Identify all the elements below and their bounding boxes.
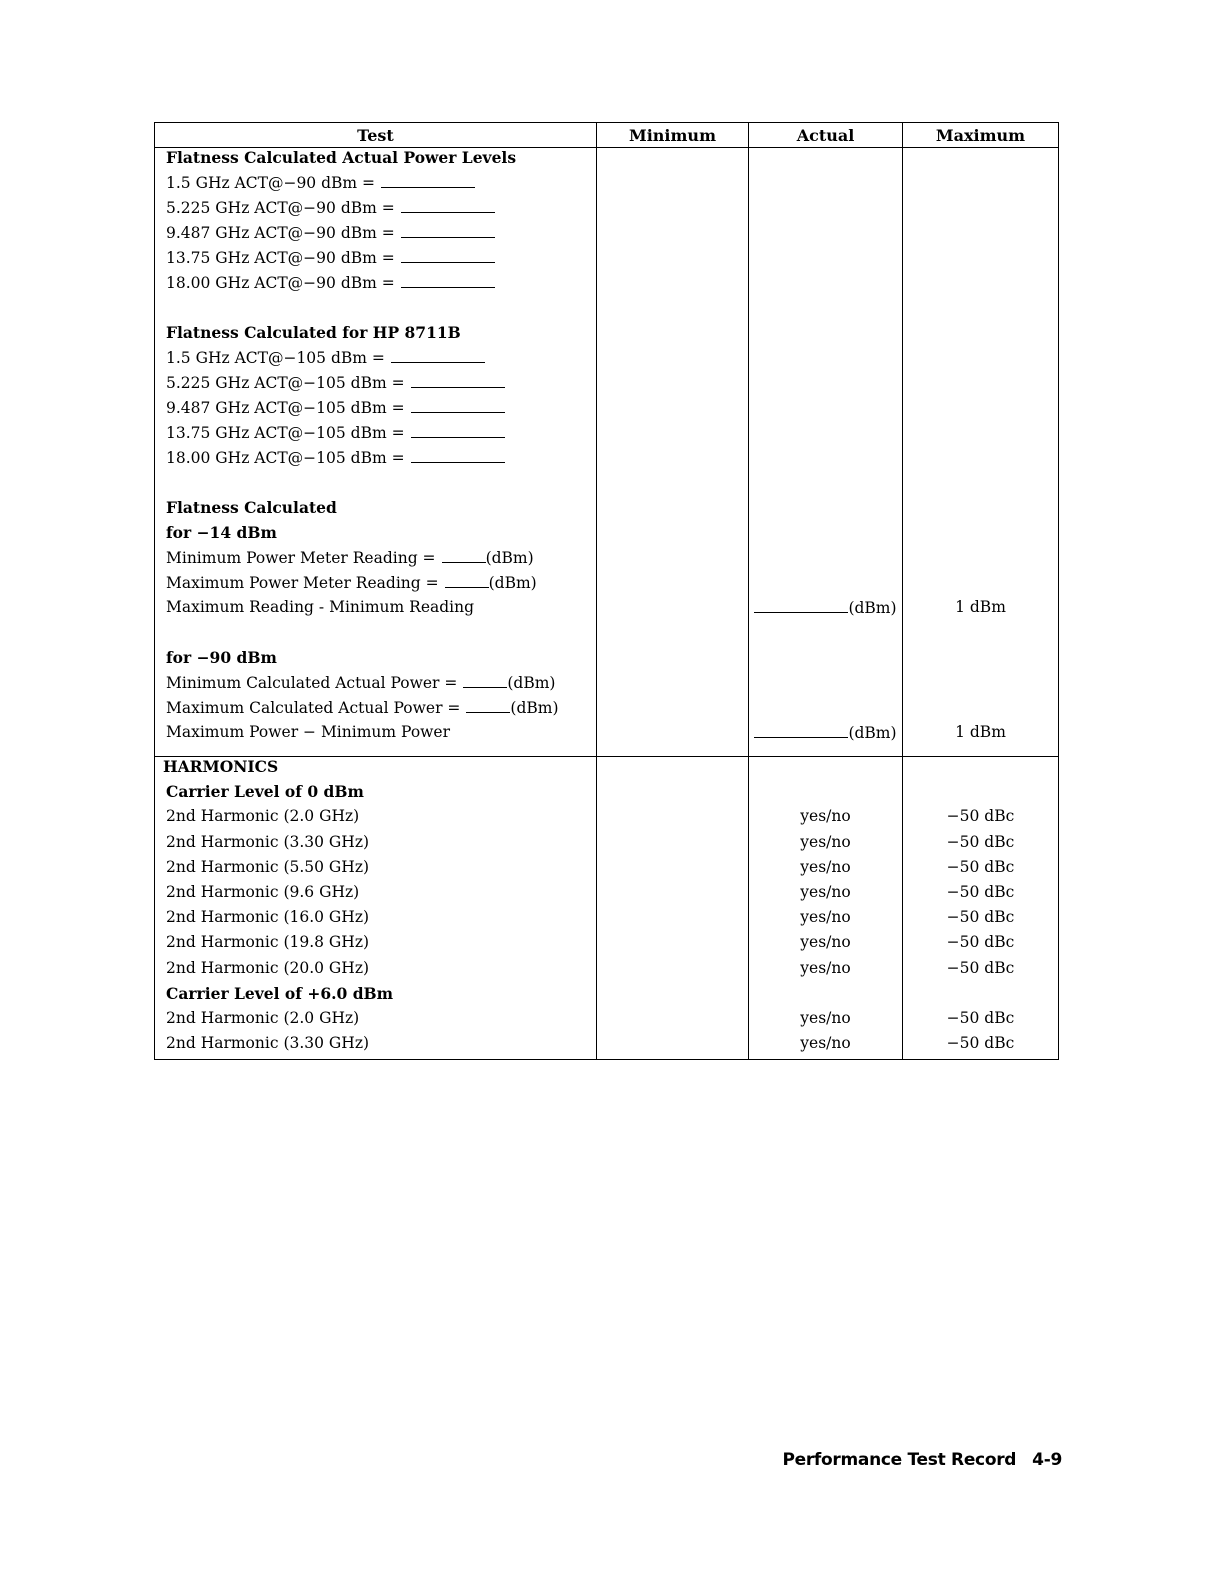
table-row [155,959,1059,984]
for-minus14-heading: for −14 dBm [155,523,597,548]
unit-label: (dBm) [507,674,556,692]
harmonics-heading: HARMONICS [155,757,597,783]
flatness-hp-heading: Flatness Calculated for HP 8711B [155,323,597,348]
actual-yes-no[interactable]: yes/no [749,908,903,933]
entry-blank[interactable] [466,698,510,713]
performance-test-record-table [154,122,1059,1060]
table-row [155,573,1059,598]
entry-blank[interactable] [391,348,485,363]
entry-blank[interactable] [411,373,505,388]
table-row [155,908,1059,933]
test-label: Maximum Power − Minimum Power [155,723,597,748]
table-row [155,833,1059,858]
column-header-test: Test [155,123,597,148]
entry-blank[interactable] [381,173,475,188]
spacer-row [155,298,1059,323]
test-label: Maximum Calculated Actual Power = [166,699,461,717]
table-row [155,984,1059,1009]
table-row [155,348,1059,373]
flatness-actual-heading: Flatness Calculated Actual Power Levels [155,148,597,174]
table-row [155,498,1059,523]
test-label: 1.5 GHz ACT@−90 dBm = [166,174,376,192]
maximum-value: −50 dBc [903,1009,1059,1034]
table-row [155,548,1059,573]
test-label: 5.225 GHz ACT@−105 dBm = [166,374,405,392]
table-row [155,648,1059,673]
test-label: 2nd Harmonic (9.6 GHz) [155,883,597,908]
column-header-minimum: Minimum [597,123,749,148]
actual-yes-no[interactable]: yes/no [749,1034,903,1060]
table-row [155,782,1059,807]
table-row [155,423,1059,448]
table-row [155,148,1059,174]
table-row [155,523,1059,548]
test-label: 9.487 GHz ACT@−105 dBm = [166,399,405,417]
table-row [155,723,1059,748]
test-label: 2nd Harmonic (2.0 GHz) [155,807,597,832]
unit-label: (dBm) [848,724,897,742]
table-row [155,448,1059,473]
maximum-value: −50 dBc [903,858,1059,883]
test-label: 18.00 GHz ACT@−90 dBm = [166,274,395,292]
unit-label: (dBm) [848,599,897,617]
test-label: 2nd Harmonic (19.8 GHz) [155,933,597,958]
table-row [155,757,1059,783]
table-row [155,323,1059,348]
test-label: Minimum Power Meter Reading = [166,549,436,567]
unit-label: (dBm) [488,574,537,592]
table-row [155,883,1059,908]
table-row [155,273,1059,298]
table-row [155,1034,1059,1060]
column-header-actual: Actual [749,123,903,148]
page-number: 4-9 [1032,1450,1062,1470]
maximum-value: −50 dBc [903,1034,1059,1060]
test-label: 2nd Harmonic (2.0 GHz) [155,1009,597,1034]
spacer-row [155,473,1059,498]
table-row [155,198,1059,223]
entry-blank[interactable] [411,423,505,438]
entry-blank[interactable] [463,673,507,688]
entry-blank[interactable] [401,248,495,263]
test-label: Maximum Power Meter Reading = [166,574,439,592]
table-row [155,598,1059,623]
test-label: Minimum Calculated Actual Power = [166,674,458,692]
entry-blank[interactable] [401,273,495,288]
maximum-value: −50 dBc [903,959,1059,984]
spacer-row [155,748,1059,757]
column-header-maximum: Maximum [903,123,1059,148]
entry-blank[interactable] [411,398,505,413]
entry-blank[interactable] [411,448,505,463]
test-label: 2nd Harmonic (20.0 GHz) [155,959,597,984]
actual-yes-no[interactable]: yes/no [749,858,903,883]
maximum-value: −50 dBc [903,883,1059,908]
actual-yes-no[interactable]: yes/no [749,959,903,984]
header-row [155,123,1059,148]
table-row [155,398,1059,423]
actual-yes-no[interactable]: yes/no [749,807,903,832]
test-label: 9.487 GHz ACT@−90 dBm = [166,224,395,242]
actual-yes-no[interactable]: yes/no [749,883,903,908]
actual-entry-blank[interactable] [754,723,848,738]
unit-label: (dBm) [485,549,534,567]
test-label: 2nd Harmonic (16.0 GHz) [155,908,597,933]
entry-blank[interactable] [442,548,486,563]
test-label: 13.75 GHz ACT@−90 dBm = [166,249,395,267]
unit-label: (dBm) [510,699,559,717]
entry-blank[interactable] [445,573,489,588]
test-label: 18.00 GHz ACT@−105 dBm = [166,449,405,467]
harmonics-section [155,757,1059,1060]
test-label: 5.225 GHz ACT@−90 dBm = [166,199,395,217]
carrier-6-heading: Carrier Level of +6.0 dBm [155,984,597,1009]
footer-title: Performance Test Record [782,1450,1017,1470]
flatness-section [155,148,1059,757]
table-row [155,223,1059,248]
page-footer [782,1450,1062,1470]
maximum-value: −50 dBc [903,908,1059,933]
actual-yes-no[interactable]: yes/no [749,833,903,858]
actual-yes-no[interactable]: yes/no [749,933,903,958]
entry-blank[interactable] [401,223,495,238]
table-row [155,248,1059,273]
table-row [155,807,1059,832]
test-label: 2nd Harmonic (3.30 GHz) [155,1034,597,1060]
maximum-value: 1 dBm [903,723,1059,748]
carrier-0-heading: Carrier Level of 0 dBm [155,782,597,807]
table-row [155,173,1059,198]
maximum-value: −50 dBc [903,933,1059,958]
for-minus90-heading: for −90 dBm [155,648,597,673]
table-row [155,698,1059,723]
maximum-value: −50 dBc [903,833,1059,858]
maximum-value: −50 dBc [903,807,1059,832]
actual-yes-no[interactable]: yes/no [749,1009,903,1034]
entry-blank[interactable] [401,198,495,213]
test-label: 2nd Harmonic (5.50 GHz) [155,858,597,883]
maximum-value: 1 dBm [903,598,1059,623]
test-label: 13.75 GHz ACT@−105 dBm = [166,424,405,442]
table-row [155,933,1059,958]
flatness-calc-heading: Flatness Calculated [155,498,597,523]
table-row [155,373,1059,398]
actual-entry-blank[interactable] [754,598,848,613]
test-label: Maximum Reading - Minimum Reading [155,598,597,623]
table-row [155,673,1059,698]
spacer-row [155,623,1059,648]
table-row [155,858,1059,883]
table-row [155,1009,1059,1034]
test-label: 2nd Harmonic (3.30 GHz) [155,833,597,858]
test-label: 1.5 GHz ACT@−105 dBm = [166,349,385,367]
